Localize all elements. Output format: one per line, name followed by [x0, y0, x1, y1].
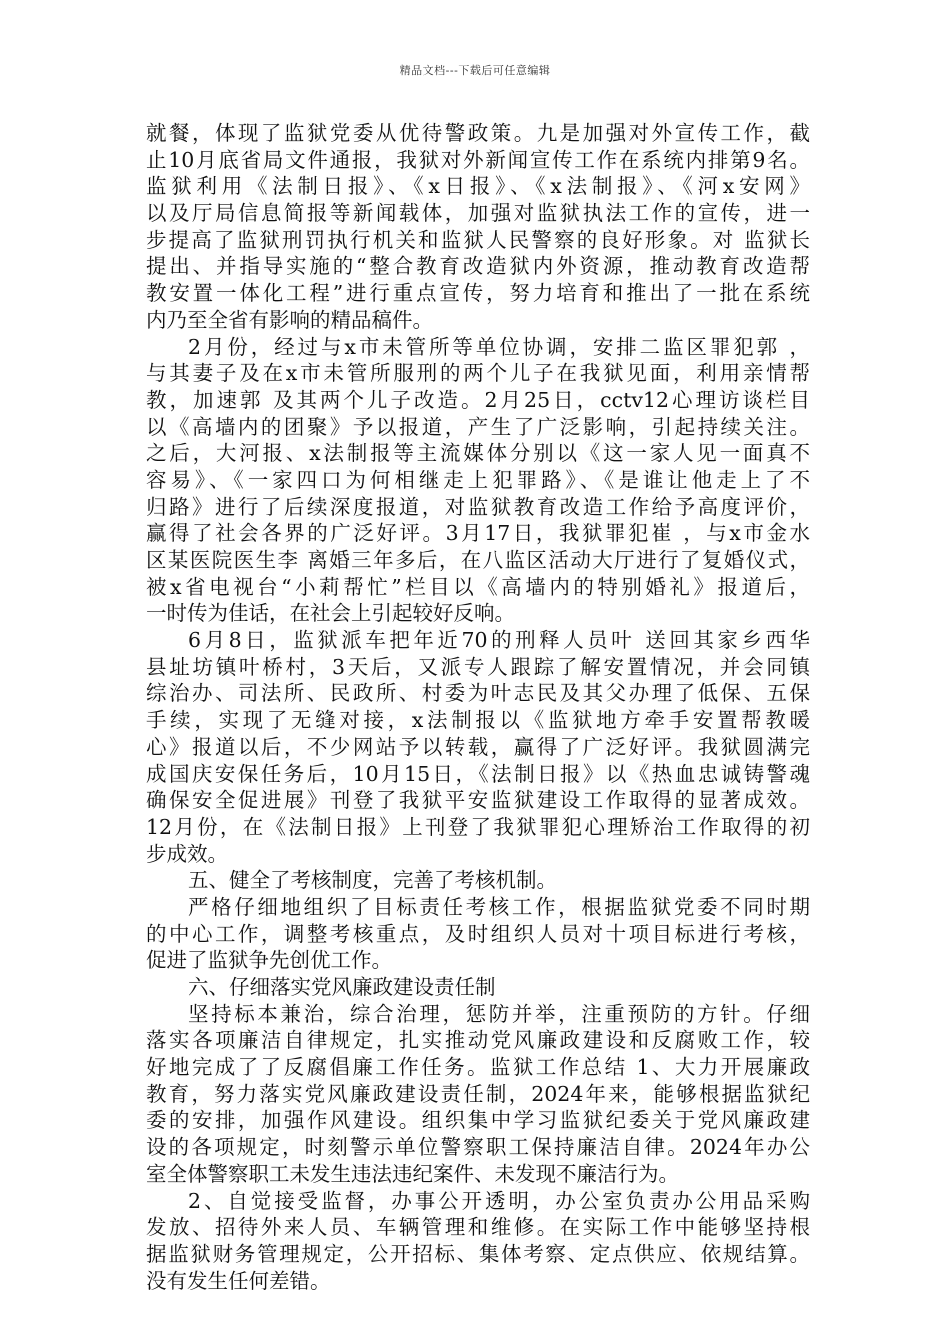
text-line: 落实各项廉洁自律规定，扎实推动党风廉政建设和反腐败工作，较: [146, 1028, 810, 1053]
text-line: 归路》进行了后续深度报道，对监狱教育改造工作给予高度评价，: [146, 494, 810, 519]
text-line: 委的安排，加强作风建设。组织集中学习监狱纪委关于党风廉政建: [146, 1108, 810, 1133]
text-line: 成国庆安保任务后，10月15日，《法制日报》以《热血忠诚铸警魂: [146, 761, 810, 786]
text-line: 好地完成了了反腐倡廉工作任务。监狱工作总结 1、大力开展廉政: [146, 1055, 810, 1080]
text-line: 没有发生任何差错。: [146, 1268, 331, 1293]
text-line: 之后，大河报、x法制报等主流媒体分别以《这一家人见一面真不: [146, 441, 810, 466]
text-line: 区某医院医生李 离婚三年多后，在八监区活动大厅进行了复婚仪式，: [146, 548, 810, 572]
text-line: 步提高了监狱刑罚执行机关和监狱人民警察的良好形象。对 监狱长: [146, 227, 810, 252]
text-line: 内乃至全省有影响的精品稿件。: [146, 307, 433, 332]
text-line: 步成效。: [146, 841, 228, 866]
text-line: 与其妻子及在x市未管所服刑的两个儿子在我狱见面，利用亲情帮: [146, 361, 810, 386]
text-line: 手续，实现了无缝对接，x法制报以《监狱地方牵手安置帮教暖: [146, 708, 810, 733]
text-line: 一时传为佳话，在社会上引起较好反响。: [146, 601, 515, 626]
text-line: 教安置一体化工程”进行重点宣传，努力培育和推出了一批在系统: [146, 281, 810, 306]
text-line: 严格仔细地组织了目标责任考核工作，根据监狱党委不同时期: [188, 894, 810, 919]
text-line: 心》报道以后，不少网站予以转载，赢得了广泛好评。我狱圆满完: [146, 734, 810, 759]
text-line: 止10月底省局文件通报，我狱对外新闻宣传工作在系统内排第9名。: [146, 147, 810, 172]
text-line: 五、健全了考核制度，完善了考核机制。: [188, 868, 557, 893]
text-line: 坚持标本兼治，综合治理，惩防并举，注重预防的方针。仔细: [188, 1001, 810, 1026]
text-line: 监狱利用《法制日报》、《x日报》、《x法制报》、《河x安网》: [146, 174, 810, 199]
text-line: 提出、并指导实施的“整合教育改造狱内外资源，推动教育改造帮: [146, 254, 810, 279]
text-line: 确保安全促进展》刊登了我狱平安监狱建设工作取得的显著成效。: [146, 788, 810, 813]
text-line: 促进了监狱争先创优工作。: [146, 948, 392, 973]
text-line: 县址坊镇叶桥村，3天后，又派专人跟踪了解安置情况，并会同镇: [146, 654, 810, 679]
document-body: [146, 120, 810, 1294]
text-line: 就餐，体现了监狱党委从优待警政策。九是加强对外宣传工作，截: [146, 121, 810, 145]
text-line: 教，加速郭 及其两个儿子改造。2月25日，cctv12心理访谈栏目: [146, 387, 810, 412]
text-line: 据监狱财务管理规定，公开招标、集体考察、定点供应、依规结算。: [146, 1241, 810, 1266]
text-line: 以《高墙内的团聚》予以报道，产生了广泛影响，引起持续关注。: [146, 414, 810, 439]
text-line: 设的各项规定，时刻警示单位警察职工保持廉洁自律。2024年办公: [146, 1135, 810, 1160]
text-line: 的中心工作，调整考核重点，及时组织人员对十项目标进行考核，: [146, 921, 810, 946]
text-line: 2月份，经过与x市未管所等单位协调，安排二监区罪犯郭 ，: [188, 334, 810, 359]
text-line: 12月份，在《法制日报》上刊登了我狱罪犯心理矫治工作取得的初: [146, 814, 810, 839]
text-line: 综治办、司法所、民政所、村委为叶志民及其父办理了低保、五保: [146, 681, 810, 706]
text-line: 赢得了社会各界的广泛好评。3月17日，我狱罪犯崔 ，与x市金水: [146, 521, 810, 546]
text-line: 被x省电视台“小莉帮忙”栏目以《高墙内的特别婚礼》报道后，: [146, 574, 810, 599]
text-line: 六、仔细落实党风廉政建设责任制: [188, 975, 496, 999]
text-line: 室全体警察职工未发生违法违纪案件、未发现不廉洁行为。: [146, 1161, 679, 1186]
page-header: 精品文档---下载后可任意编辑: [399, 64, 551, 77]
text-line: 发放、招待外来人员、车辆管理和维修。在实际工作中能够坚持根: [146, 1215, 810, 1240]
text-line: 以及厅局信息简报等新闻载体，加强对监狱执法工作的宣传，进一: [146, 201, 810, 226]
text-line: 容易》、《一家四口为何相继走上犯罪路》、《是谁让他走上了不: [146, 467, 810, 492]
text-line: 教育，努力落实党风廉政建设责任制，2024年来，能够根据监狱纪: [146, 1081, 810, 1106]
text-line: 2、自觉接受监督，办事公开透明，办公室负责办公用品采购: [188, 1188, 810, 1213]
text-line: 6月8日，监狱派车把年近70的刑释人员叶 送回其家乡西华: [188, 628, 810, 653]
